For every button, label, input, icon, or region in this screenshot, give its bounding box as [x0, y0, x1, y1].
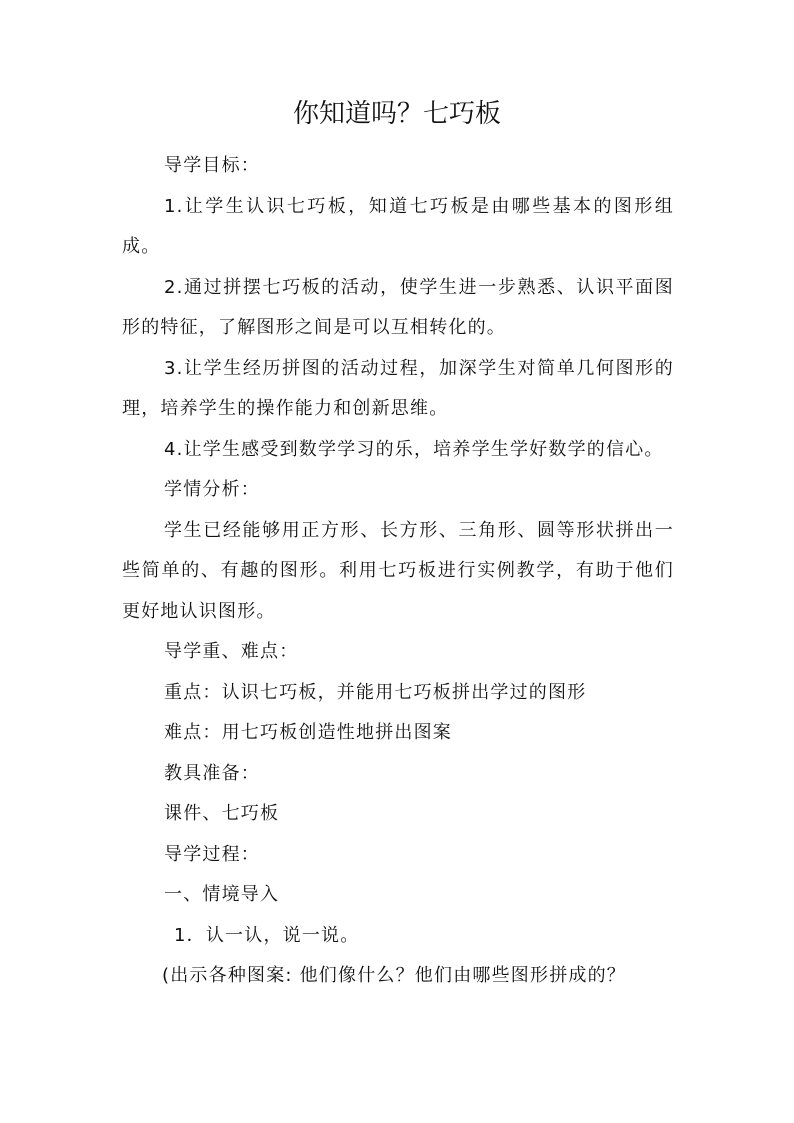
- goal-item-1: 1.让学生认识七巧板，知道七巧板是由哪些基本的图形组成。: [122, 195, 674, 257]
- document-body: [122, 146, 674, 997]
- show-patterns-text: (出示各种图案: 他们像什么？他们由哪些图形拼成的？: [162, 965, 627, 986]
- heading-learner-analysis: 学情分析：: [164, 479, 260, 500]
- document-title: 你知道吗？七巧板: [292, 99, 501, 129]
- key-point-text: 重点：认识七巧板，并能用七巧板拼出学过的图形: [164, 681, 587, 703]
- teaching-aids-text: 课件、七巧板: [164, 803, 280, 824]
- difficult-point-text: 难点：用七巧板创造性地拼出图案: [164, 722, 452, 743]
- goal-item-2: 2.通过拼摆七巧板的活动，使学生进一步熟悉、认识平面图形的特征，了解图形之间是可以互相转化的。: [122, 276, 674, 338]
- goal-item-3: 3.让学生经历拼图的活动过程，加深学生对简单几何图形的理，培养学生的操作能力和创新思维。: [122, 357, 674, 419]
- goal-item-4: 4.让学生感受到数学学习的乐，培养学生学好数学的信心。: [164, 438, 664, 460]
- heading-learning-goals: 导学目标：: [164, 155, 260, 176]
- heading-key-difficult-points: 导学重、难点：: [164, 641, 299, 662]
- section-one-heading: 一、情境导入: [164, 884, 280, 905]
- learner-analysis-text: 学生已经能够用正方形、长方形、三角形、圆等形状拼出一些简单的、有趣的图形。利用七巧板进行实例教学，有助于他们更好地认识图形。: [122, 519, 674, 622]
- heading-teaching-aids: 教具准备：: [164, 762, 260, 784]
- heading-process: 导学过程：: [164, 843, 260, 865]
- step-one-text: 1．认一认，说一说。: [174, 924, 360, 946]
